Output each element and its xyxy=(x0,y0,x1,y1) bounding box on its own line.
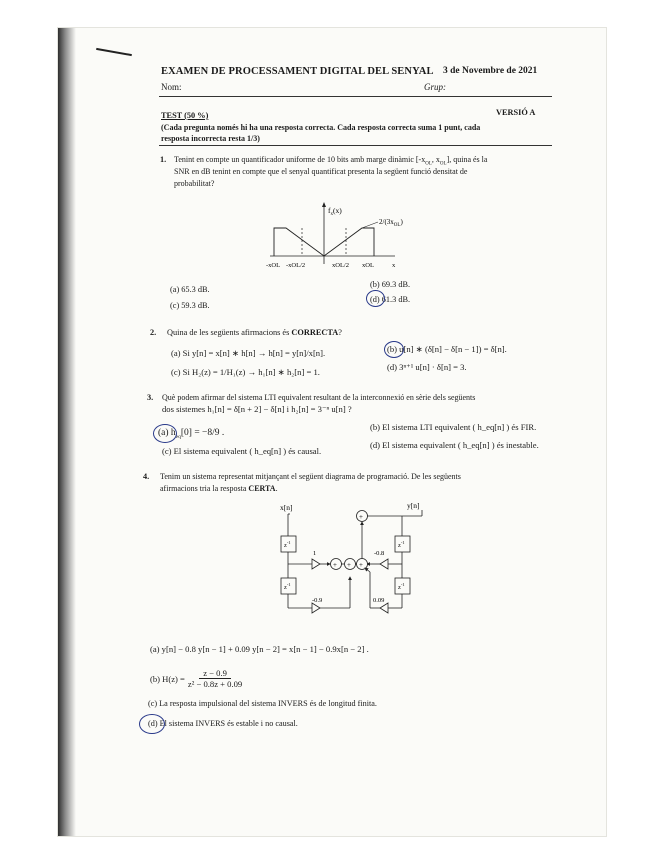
q2-option-c[interactable]: (c) Si H₂(z) = 1/H₁(z) → h₁[n] ∗ h₂[n] = 1. xyxy=(171,367,320,377)
adder-sign: + xyxy=(333,561,337,569)
adder-sign: + xyxy=(347,561,351,569)
q4-block-diagram xyxy=(270,500,430,630)
q3-text-line-2: dos sistemes h₁[n] = δ[n + 2] − δ[n] i h₂[n] = 3⁻ⁿ u[n] ? xyxy=(162,404,352,414)
test-heading: TEST (50 %) xyxy=(161,111,209,120)
name-label: Nom: xyxy=(161,82,182,92)
q2-option-d[interactable]: (d) 3ⁿ⁺¹ u[n] · δ[n] = 3. xyxy=(387,362,467,372)
gain-m09-label: -0.9 xyxy=(312,597,323,604)
q2-option-b[interactable]: (b) u[n] ∗ (δ[n] − δ[n − 1]) = δ[n]. xyxy=(387,344,507,354)
q1-text-line-1: Tenint en compte un quantificador uniforme de 10 bits amb marge dinàmic [$-x_{OL}$, $x_{OL}$], quina és la xyxy=(174,155,488,167)
delay-label: $z^{-1}$ xyxy=(284,582,291,591)
delay-label: $z^{-1}$ xyxy=(398,582,405,591)
q1-answer-circle xyxy=(366,290,385,307)
adder-sign: + xyxy=(359,561,363,569)
q4-answer-circle xyxy=(139,714,165,734)
q2-number: 2. xyxy=(150,328,157,337)
q1-text-line-3: probabilitat? xyxy=(174,179,215,188)
delay-label: $z^{-1}$ xyxy=(398,540,405,549)
q1-option-a[interactable]: (a) 65.3 dB. xyxy=(170,285,210,294)
q2-option-a[interactable]: (a) Si y[n] = x[n] ∗ h[n] → h[n] = y[n]/x[n]. xyxy=(171,348,326,358)
q4-option-a[interactable]: (a) y[n] − 0.8 y[n − 1] + 0.09 y[n − 2] = x[n − 1] − 0.9x[n − 2] . xyxy=(150,644,369,654)
q1-option-b[interactable]: (b) 69.3 dB. xyxy=(370,280,411,289)
q1-option-c[interactable]: (c) 59.3 dB. xyxy=(170,301,210,310)
header-rule xyxy=(159,96,552,97)
page-edge-shadow xyxy=(58,28,76,836)
q3-option-c[interactable]: (c) El sistema equivalent ( h_eq[n] ) és causal. xyxy=(162,446,322,456)
graph-y-label: $f_x(x)$ xyxy=(328,206,342,217)
q3-option-d[interactable]: (d) El sistema equivalent ( h_eq[n] ) és inestable. xyxy=(370,440,539,450)
q4-number: 4. xyxy=(143,472,150,481)
q4-option-d[interactable]: (d) El sistema INVERS és estable i no causal. xyxy=(148,719,298,728)
q3-number: 3. xyxy=(147,393,154,402)
group-label: Grup: xyxy=(424,82,446,92)
gain-1-label: 1 xyxy=(313,550,317,557)
tick-xol: xOL xyxy=(362,262,374,269)
diagram-output-label: y[n] xyxy=(407,501,420,510)
q4-text-line-2: afirmacions tria la resposta CERTA. xyxy=(160,484,278,493)
q1-number: 1. xyxy=(160,155,167,164)
instructions-line-1: (Cada pregunta només hi ha una resposta correcta. Cada resposta correcta suma 1 punt, cada xyxy=(161,123,481,132)
q3-answer-circle xyxy=(153,424,177,443)
adder-sign: + xyxy=(359,513,363,521)
delay-label: $z^{-1}$ xyxy=(284,540,291,549)
q4-option-b[interactable]: (b) H(z) = $\frac{z - 0.9}{\text{z² − 0.8z + 0.09}}$ xyxy=(150,668,243,689)
gain-m08-label: -0.8 xyxy=(374,550,385,557)
tick-neg-xol: -xOL xyxy=(266,262,281,269)
q3-option-b[interactable]: (b) El sistema LTI equivalent ( h_eq[n] ) és FIR. xyxy=(370,422,537,432)
gain-009-label: 0.09 xyxy=(373,597,385,604)
instructions-rule xyxy=(159,145,552,146)
q3-text-line-1: Què podem afirmar del sistema LTI equivalent resultant de la interconnexió en sèrie dels següents xyxy=(162,393,476,402)
version-label: VERSIÓ A xyxy=(496,108,536,117)
diagram-input-label: x[n] xyxy=(280,503,293,512)
tick-neg-xol-half: -xOL/2 xyxy=(286,262,306,269)
q1-text-line-2: SNR en dB tenint en compte que el senyal quantificat presenta la següent funció densitat de xyxy=(174,167,468,176)
q4-option-c[interactable]: (c) La resposta impulsional del sistema INVERS és de longitud finita. xyxy=(148,699,377,708)
instructions-line-2: resposta incorrecta resta 1/3) xyxy=(161,134,260,143)
exam-title: EXAMEN DE PROCESSAMENT DIGITAL DEL SENYAL xyxy=(161,66,434,77)
q3-option-a[interactable]: (a) $h_{eq}[0] = -8/9$ . xyxy=(158,428,225,440)
q2-answer-circle xyxy=(384,341,404,358)
q1-pdf-graph xyxy=(250,200,420,280)
q4-text-line-1: Tenim un sistema representat mitjançant el següent diagrama de programació. De les següents xyxy=(160,472,461,481)
tick-xol-half: xOL/2 xyxy=(332,262,349,269)
tick-x-axis: x xyxy=(392,262,396,269)
q1-option-d[interactable]: (d) 61.3 dB. xyxy=(370,295,411,304)
graph-level-label: $2/(3x_{OL})$ xyxy=(379,218,403,228)
q2-text: Quina de les següents afirmacions és CORRECTA? xyxy=(167,328,342,337)
exam-date: 3 de Novembre de 2021 xyxy=(443,66,538,76)
